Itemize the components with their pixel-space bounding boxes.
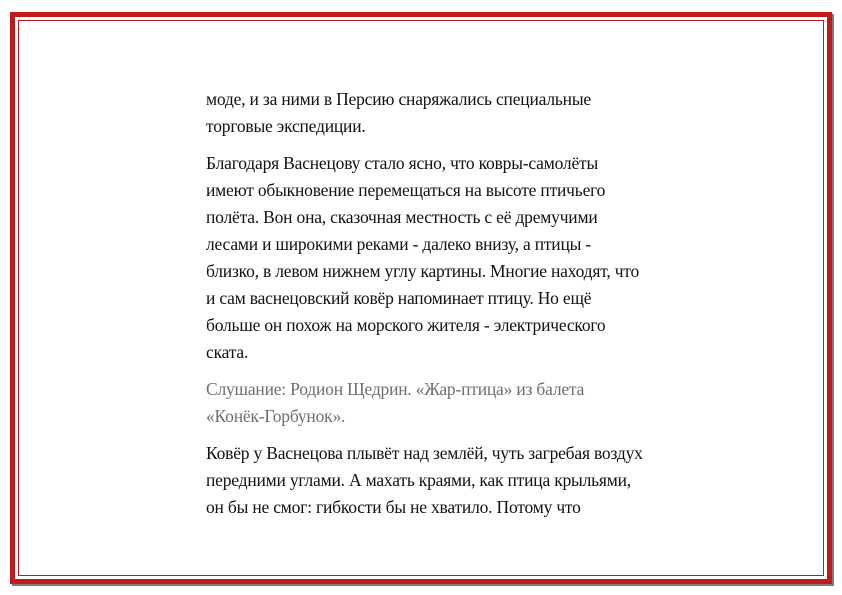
document-text [206, 86, 736, 531]
paragraph-listening-note: Слушание: Родион Щедрин. «Жар-птица» из балета «Конёк-Горбунок». [206, 379, 585, 426]
paragraph-vasnetsov-carpet-flight: Благодаря Васнецову стало ясно, что ковры-самолёты имеют обыкновение перемещаться на высоте птичьего полёта. Вон она, сказочная местность с её дремучими лесами и широкими реками - далеко внизу, а птицы - близко, в левом нижнем углу картины. Многие находят, что и сам васнецовский ковёр напоминает птицу. Но ещё больше он похож на морского жителя - электрического ската. [206, 153, 640, 362]
paragraph-trade-expeditions: моде, и за ними в Персию снаряжались специальные торговые экспедиции. [206, 89, 591, 136]
paragraph-carpet-flexibility: Ковёр у Васнецова плывёт над землёй, чуть загребая воздух передними углами. А махать краями, как птица крыльями, он бы не смог: гибкости бы не хватило. Потому что [206, 443, 643, 517]
